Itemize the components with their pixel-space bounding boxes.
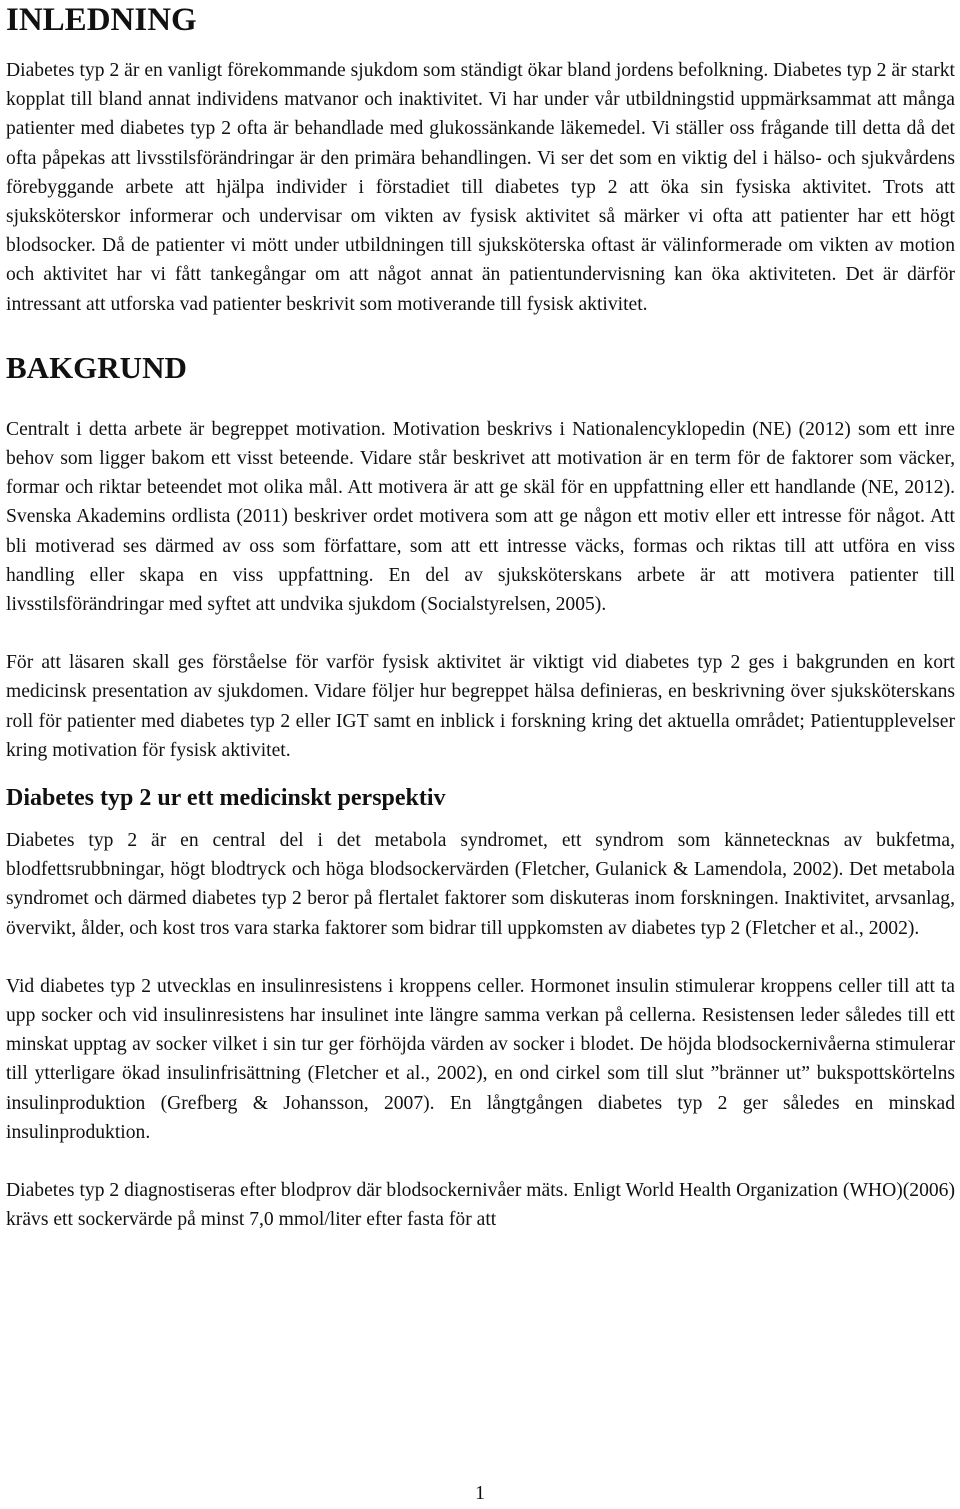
paragraph-medicinskt-3: Diabetes typ 2 diagnostiseras efter blodprov där blodsockernivåer mäts. Enligt World Health Organization (WHO)(2006) krävs ett sockervärde på minst 7,0 mmol/liter efter fasta för att: [6, 1180, 955, 1231]
document-page: [6, 0, 955, 1235]
paragraph-medicinskt-2: Vid diabetes typ 2 utvecklas en insulinresistens i kroppens celler. Hormonet insulin stimulerar kroppens celler till att ta upp socker och vid insulinresistens har insulinet inte längre samma verkan på cellerna. Resistensen leder således till ett minskat upptag av socker vilket i sin tur ger förhöjda värden av socker i blodet. De höjda blodsockernivåerna stimulerar till ytterligare ökad insulinfrisättning (Fletcher et al., 2002), en ond cirkel som till slut ”bränner ut” bukspottskörtelns insulinproduktion (Grefberg & Johansson, 2007). En långtgången diabetes typ 2 ger således en minskad insulinproduktion.: [6, 975, 955, 1143]
paragraph-bakgrund-2: För att läsaren skall ges förståelse för varför fysisk aktivitet är viktigt vid diabetes typ 2 ges i bakgrunden en kort medicinsk presentation av sjukdomen. Vidare följer hur begreppet hälsa definieras, en beskrivning över sjuksköterskans roll för patienter med diabetes typ 2 eller IGT samt en inblick i forskning kring det aktuella området; Patientupplevelser kring motivation för fysisk aktivitet.: [6, 652, 955, 761]
page-number: 1: [475, 1482, 485, 1504]
heading-inledning: INLEDNING: [6, 2, 197, 38]
paragraph-medicinskt-1: Diabetes typ 2 är en central del i det metabola syndromet, ett syndrom som kännetecknas av bukfetma, blodfettsrubbningar, högt blodtryck och höga blodsockervärden (Fletcher, Gulanick & Lamendola, 2002). Det metabola syndromet och därmed diabetes typ 2 beror på flertalet faktorer som diskuteras inom forskningen. Inaktivitet, arvsanlag, övervikt, ålder, och kost tros vara starka faktorer som bidrar till uppkomsten av diabetes typ 2 (Fletcher et al., 2002).: [6, 830, 955, 939]
heading-bakgrund: BAKGRUND: [6, 349, 187, 385]
paragraph-bakgrund-1: Centralt i detta arbete är begreppet motivation. Motivation beskrivs i Nationalencyklopedin (NE) (2012) som ett inre behov som ligger bakom ett visst beteende. Vidare står beskrivet att motivation är en term för de faktorer som väcker, formar och riktar beteendet mot olika mål. Att motivera är att ge skäl för en uppfattning eller ett handlande (NE, 2012). Svenska Akademins ordlista (2011) beskriver ordet motivera som att ge någon ett motiv eller ett intresse för något. Att bli motiverad ses därmed av oss som författare, som att ett intresse väcks, formas och riktas till att utföra en viss handling eller skapa en viss uppfattning. En del av sjuksköterskans arbete är att motivera patienter till livsstilsförändringar med syftet att undvika sjukdom (Socialstyrelsen, 2005).: [6, 418, 955, 616]
paragraph-inledning: Diabetes typ 2 är en vanligt förekommande sjukdom som ständigt ökar bland jordens befolkning. Diabetes typ 2 är starkt kopplat till bland annat individens matvanor och inaktivitet. Vi har under vår utbildningstid uppmärksammat att många patienter med diabetes typ 2 ofta är behandlade med glukossänkande läkemedel. Vi ställer oss frågande till detta då det ofta påpekas att livsstilsförändringar är den primära behandlingen. Vi ser det som en viktig del i hälso- och sjukvårdens förebyggande arbete att hjälpa individer i förstadiet till diabetes typ 2 att öka sin fysiska aktivitet. Trots att sjuksköterskor informerar och undervisar om vikten av fysisk aktivitet så märker vi ofta att patienter har ett högt blodsocker. Då de patienter vi mött under utbildningen till sjuksköterska oftast är välinformerade om vikten av motion och aktivitet har vi fått tankegångar om att något annat än patientundervisning kan öka aktiviteten. Det är därför intressant att utforska vad patienter beskrivit som motiverande till fysisk aktivitet.: [6, 60, 955, 315]
heading-medicinskt-perspektiv: Diabetes typ 2 ur ett medicinskt perspektiv: [6, 785, 446, 812]
